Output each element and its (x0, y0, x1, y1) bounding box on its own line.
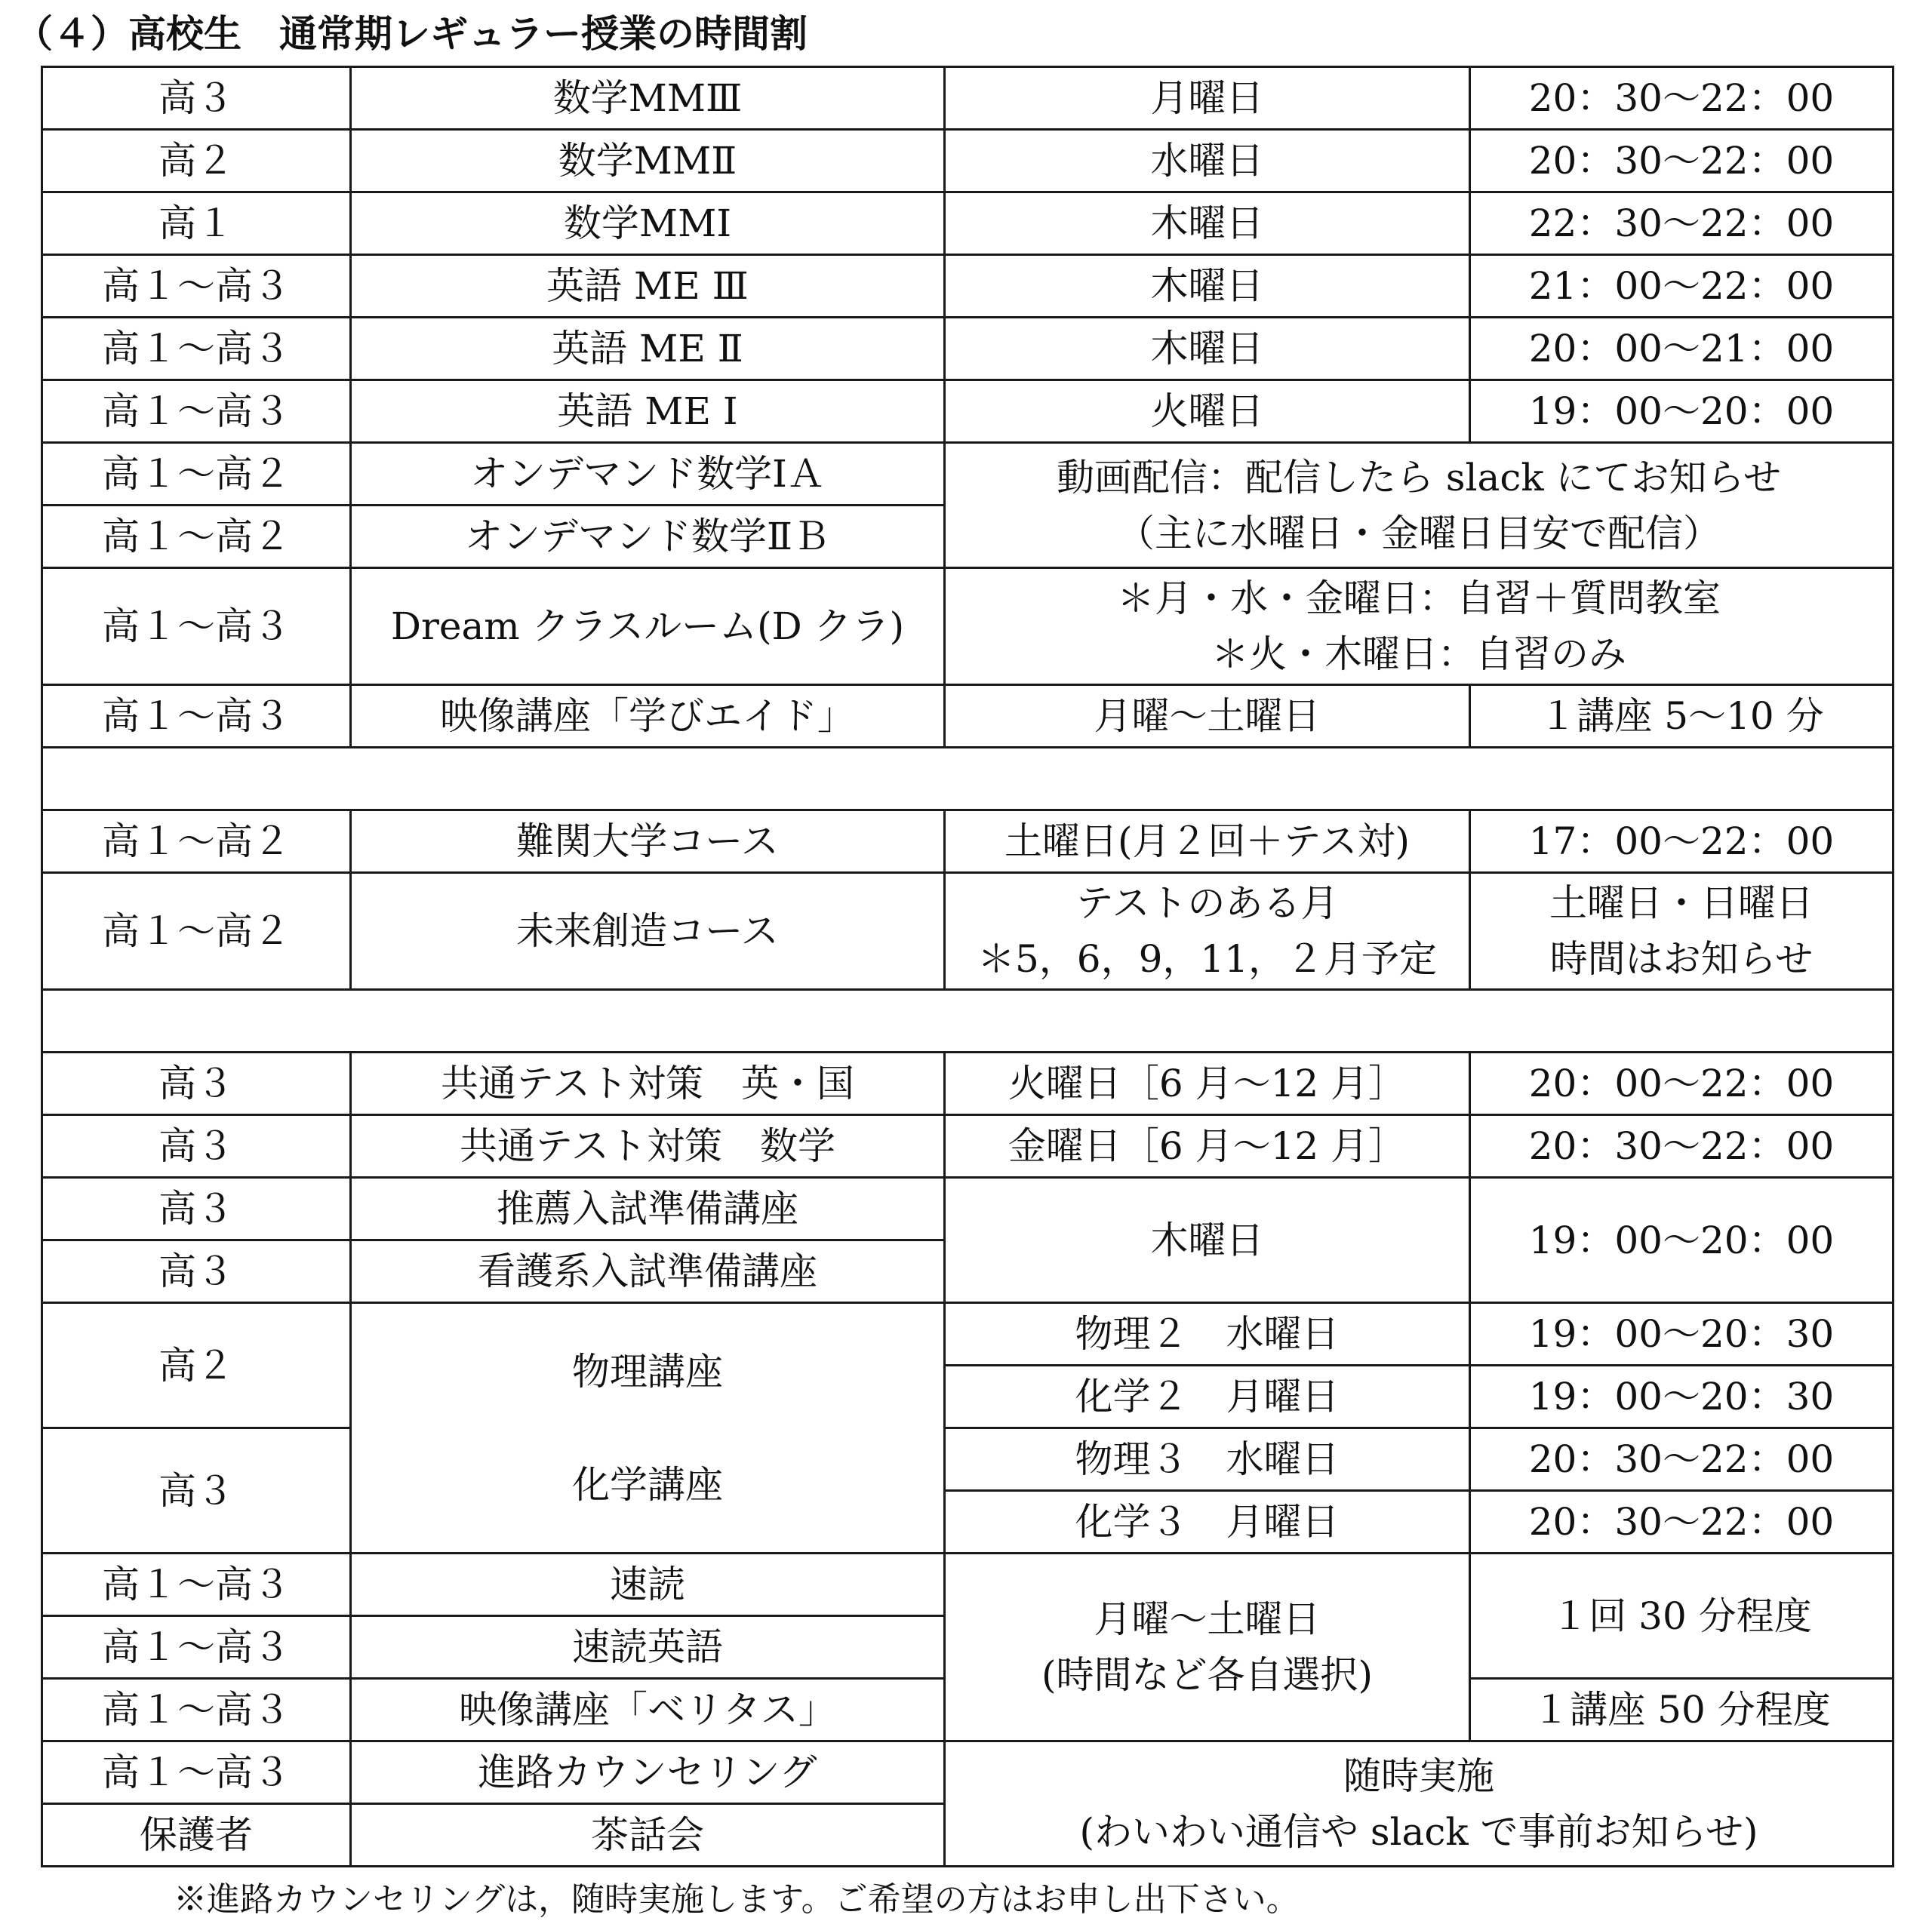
course-cell: 英語 ME Ⅱ (351, 318, 945, 380)
table-row (42, 1053, 1894, 1115)
day-cell: 物理２ 水曜日 (945, 1303, 1470, 1366)
day-cell: 金曜日［6 月～12 月］ (945, 1115, 1470, 1178)
day-cell: 物理３ 水曜日 (945, 1428, 1470, 1491)
day-cell: 化学２ 月曜日 (945, 1366, 1470, 1428)
suisen-time-cell: 19：00～20：00 (1470, 1178, 1894, 1303)
table-row (42, 1428, 1894, 1491)
counsel-info-cell (945, 1741, 1894, 1867)
grade-cell: 高３ (42, 1240, 351, 1303)
sokudoku-day-line1: 月曜～土曜日 (1094, 1597, 1321, 1641)
footnote: ※進路カウンセリングは，随時実施します。ご希望の方はお申し出下さい。 (174, 1880, 1300, 1919)
time-cell: 17：00～22：00 (1470, 810, 1894, 873)
day-line1: テストのある月 (1075, 881, 1339, 925)
grade-cell: 高３ (42, 1178, 351, 1240)
day-cell: 化学３ 月曜日 (945, 1491, 1470, 1554)
page-title: （４）高校生 通常期レギュラー授業の時間割 (15, 12, 808, 56)
empty-cell (42, 990, 1894, 1053)
table-row (42, 685, 1894, 748)
table-row (42, 1115, 1894, 1178)
table-row (42, 1178, 1894, 1240)
ondemand-info-cell (945, 443, 1894, 568)
course-cell: 共通テスト対策 数学 (351, 1115, 945, 1178)
course-cell: 推薦入試準備講座 (351, 1178, 945, 1240)
table-row (42, 1741, 1894, 1804)
course-cell: 英語 ME Ⅰ (351, 380, 945, 443)
day-line2: ＊5，6，9，11，２月予定 (977, 937, 1438, 981)
grade-cell: 高１～高３ (42, 568, 351, 685)
time-cell: 20：00～22：00 (1470, 1053, 1894, 1115)
course-cell: 共通テスト対策 英・国 (351, 1053, 945, 1115)
grade-cell: 高１～高３ (42, 318, 351, 380)
table-row (42, 568, 1894, 685)
time-line2: 時間はお知らせ (1549, 937, 1814, 981)
course-cell: 数学MMⅠ (351, 192, 945, 255)
grade-cell: 保護者 (42, 1804, 351, 1867)
table-row (42, 67, 1894, 130)
time-cell: 19：00～20：30 (1470, 1303, 1894, 1366)
table-row (42, 1554, 1894, 1616)
course-cell: 進路カウンセリング (351, 1741, 945, 1804)
time-cell: 20：30～22：00 (1470, 1491, 1894, 1554)
counsel-info-line2: (わいわい通信や slack で事前お知らせ) (1079, 1809, 1758, 1854)
grade-cell: 高１～高２ (42, 443, 351, 506)
time-cell: 20：30～22：00 (1470, 1428, 1894, 1491)
sokudoku-time-cell: １回 30 分程度 (1470, 1554, 1894, 1679)
table-row (42, 1303, 1894, 1366)
time-cell: １講座 50 分程度 (1470, 1679, 1894, 1741)
table-row (42, 255, 1894, 318)
sokudoku-day-line2: (時間など各自選択) (1041, 1653, 1373, 1697)
dream-info-line2: ＊火・木曜日：自習のみ (1211, 632, 1626, 676)
grade-cell: 高１ (42, 192, 351, 255)
day-cell: 月曜～土曜日 (945, 685, 1470, 748)
time-cell: 22：30～22：00 (1470, 192, 1894, 255)
day-cell (945, 873, 1470, 990)
spacer-row (42, 990, 1894, 1053)
table-row (42, 380, 1894, 443)
time-cell: 20：30～22：00 (1470, 67, 1894, 130)
dream-info-line1: ＊月・水・金曜日：自習＋質問教室 (1117, 576, 1721, 620)
time-cell: 20：30～22：00 (1470, 1115, 1894, 1178)
grade-cell: 高１～高３ (42, 380, 351, 443)
grade-cell: 高２ (42, 130, 351, 192)
table-row (42, 192, 1894, 255)
dream-info-cell (945, 568, 1894, 685)
course-cell: 茶話会 (351, 1804, 945, 1867)
day-cell: 木曜日 (945, 192, 1470, 255)
chemistry-course-label: 化学講座 (572, 1462, 723, 1507)
grade-cell: 高１～高３ (42, 1679, 351, 1741)
grade-cell: 高１～高２ (42, 810, 351, 873)
course-cell: 速読 (351, 1554, 945, 1616)
day-cell: 木曜日 (945, 318, 1470, 380)
grade-cell: 高１～高３ (42, 1554, 351, 1616)
time-cell: 20：00～21：00 (1470, 318, 1894, 380)
course-cell: オンデマンド数学ⅠＡ (351, 443, 945, 506)
grade-cell: 高１～高２ (42, 873, 351, 990)
time-cell: 21：00～22：00 (1470, 255, 1894, 318)
suisen-day-cell: 木曜日 (945, 1178, 1470, 1303)
course-cell: 看護系入試準備講座 (351, 1240, 945, 1303)
time-line1: 土曜日・日曜日 (1549, 881, 1814, 925)
time-cell (1470, 873, 1894, 990)
time-cell: 20：30～22：00 (1470, 130, 1894, 192)
grade-cell: 高３ (42, 67, 351, 130)
grade-cell: 高１～高３ (42, 1741, 351, 1804)
science-grade-a-cell: 高２ (42, 1303, 351, 1428)
course-cell: オンデマンド数学ⅡＢ (351, 506, 945, 568)
day-cell: 木曜日 (945, 255, 1470, 318)
table-row (42, 443, 1894, 506)
science-course-cell (351, 1303, 945, 1554)
course-cell: 数学MMⅡ (351, 130, 945, 192)
course-cell: 英語 ME Ⅲ (351, 255, 945, 318)
schedule-table (41, 66, 1894, 1867)
time-cell: 19：00～20：30 (1470, 1366, 1894, 1428)
sokudoku-day-cell (945, 1554, 1470, 1741)
time-cell: １講座 5～10 分 (1470, 685, 1894, 748)
grade-cell: 高１～高２ (42, 506, 351, 568)
course-cell: 映像講座「ベリタス」 (351, 1679, 945, 1741)
table-row (42, 318, 1894, 380)
grade-cell: 高１～高３ (42, 255, 351, 318)
grade-cell: 高３ (42, 1053, 351, 1115)
physics-course-label: 物理講座 (572, 1349, 723, 1394)
grade-cell: 高１～高３ (42, 1616, 351, 1679)
empty-cell (42, 748, 1894, 810)
course-cell: 未来創造コース (351, 873, 945, 990)
course-cell: Dream クラスルーム(D クラ) (351, 568, 945, 685)
table-row (42, 810, 1894, 873)
ondemand-info-line2: （主に水曜日・金曜日目安で配信） (1117, 511, 1721, 555)
table-row (42, 130, 1894, 192)
counsel-info-line1: 随時実施 (1343, 1753, 1494, 1798)
day-cell: 水曜日 (945, 130, 1470, 192)
day-cell: 火曜日［6 月～12 月］ (945, 1053, 1470, 1115)
science-grade-b-cell: 高３ (42, 1428, 351, 1554)
ondemand-info-line1: 動画配信：配信したら slack にてお知らせ (1056, 455, 1782, 499)
spacer-row (42, 748, 1894, 810)
day-cell: 土曜日(月２回＋テス対) (945, 810, 1470, 873)
grade-cell: 高１～高３ (42, 685, 351, 748)
day-cell: 火曜日 (945, 380, 1470, 443)
grade-cell: 高３ (42, 1115, 351, 1178)
table-row (42, 873, 1894, 990)
time-cell: 19：00～20：00 (1470, 380, 1894, 443)
course-cell: 映像講座「学びエイド」 (351, 685, 945, 748)
course-cell: 難関大学コース (351, 810, 945, 873)
course-cell: 速読英語 (351, 1616, 945, 1679)
day-cell: 月曜日 (945, 67, 1470, 130)
course-cell: 数学MMⅢ (351, 67, 945, 130)
